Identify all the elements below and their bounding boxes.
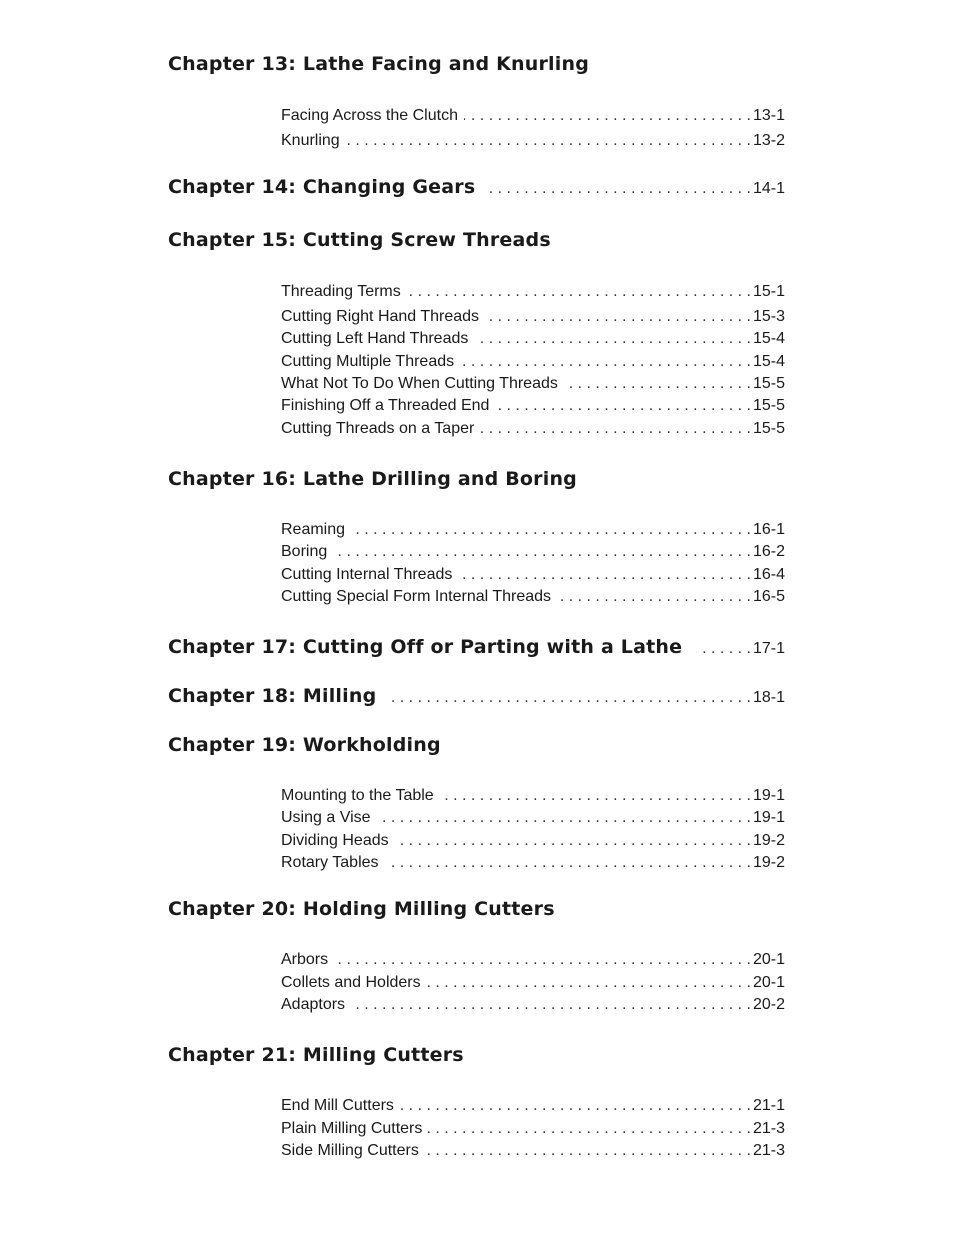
toc-entry-page: 21-1 [752,1097,785,1114]
leader-dots [346,131,751,151]
toc-entry[interactable] [281,1096,785,1116]
chapter-18-row[interactable] [168,684,785,708]
leader-dots [428,1119,751,1139]
toc-entry-page: 15-3 [752,308,785,325]
leader-dots [334,950,751,970]
toc-entry-label: Cutting Left Hand Threads [281,330,469,347]
toc-entry-label: Facing Across the Clutch [281,107,458,124]
leader-dots [458,565,751,585]
leader-dots [425,1141,751,1161]
chapter-page: 14-1 [752,180,785,197]
chapter-20-heading: Chapter 20: Holding Milling Cutters [168,898,555,920]
toc-entry[interactable] [281,352,785,372]
toc-entry-page: 20-2 [752,996,785,1013]
toc-entry-page: 16-5 [752,588,785,605]
chapter-page: 18-1 [752,689,785,706]
leader-dots [564,374,751,394]
leader-dots [464,106,751,126]
leader-dots [377,808,751,828]
toc-entry[interactable] [281,973,785,993]
toc-entry-label: Cutting Internal Threads [281,566,453,583]
toc-entry[interactable] [281,542,785,562]
toc-entry-label: Finishing Off a Threaded End [281,397,490,414]
toc-entry[interactable] [281,587,785,607]
leader-dots [400,1096,751,1116]
toc-entry-page: 13-1 [752,107,785,124]
leader-dots [351,995,751,1015]
chapter-19-heading: Chapter 19: Workholding [168,734,441,756]
leader-dots [440,786,751,806]
toc-entry[interactable] [281,853,785,873]
toc-entry-page: 15-5 [752,397,785,414]
toc-entry-label: Collets and Holders [281,974,421,991]
toc-entry[interactable] [281,307,785,327]
toc-entry-page: 20-1 [752,974,785,991]
toc-entry[interactable] [281,374,785,394]
leader-dots [487,180,751,198]
toc-entry-page: 16-4 [752,566,785,583]
toc-entry[interactable] [281,396,785,416]
toc-entry-page: 13-2 [752,132,785,149]
toc-entry-label: Using a Vise [281,809,371,826]
toc-entry[interactable] [281,282,785,302]
toc-entry-page: 16-1 [752,521,785,538]
toc-entry-label: Boring [281,543,328,560]
leader-dots [696,640,751,658]
leader-dots [351,520,751,540]
toc-entry-page: 15-5 [752,375,785,392]
toc-entry[interactable] [281,419,785,439]
toc-entry-page: 20-1 [752,951,785,968]
leader-dots [390,689,751,707]
toc-entry-page: 19-2 [752,832,785,849]
toc-entry-label: Cutting Right Hand Threads [281,308,480,325]
chapter-18-heading: Chapter 18: Milling [168,685,377,707]
toc-entry-label: Arbors [281,951,329,968]
toc-entry-page: 19-1 [752,809,785,826]
toc-entry[interactable] [281,520,785,540]
chapter-14-row[interactable] [168,175,785,199]
toc-entry-label: What Not To Do When Cutting Threads [281,375,558,392]
toc-entry-page: 21-3 [752,1120,785,1137]
chapter-page: 17-1 [752,640,785,657]
toc-entry-label: Knurling [281,132,340,149]
toc-entry[interactable] [281,808,785,828]
toc-entry-label: End Mill Cutters [281,1097,394,1114]
chapter-21-heading: Chapter 21: Milling Cutters [168,1044,464,1066]
toc-entry-page: 15-1 [752,283,785,300]
chapter-16-heading: Chapter 16: Lathe Drilling and Boring [168,468,577,490]
toc-entry-label: Cutting Special Form Internal Threads [281,588,552,605]
toc-entry-page: 16-2 [752,543,785,560]
toc-entry-label: Cutting Multiple Threads [281,353,455,370]
leader-dots [480,419,751,439]
toc-entry-label: Rotary Tables [281,854,379,871]
chapter-17-row[interactable] [168,635,785,659]
toc-entry-label: Adaptors [281,996,346,1013]
leader-dots [557,587,751,607]
toc-entry[interactable] [281,950,785,970]
toc-entry[interactable] [281,565,785,585]
leader-dots [427,973,751,993]
toc-entry[interactable] [281,995,785,1015]
toc-entry-label: Cutting Threads on a Taper [281,420,475,437]
toc-entry-label: Threading Terms [281,283,401,300]
toc-entry-page: 15-4 [752,330,785,347]
leader-dots [407,282,751,302]
leader-dots [495,396,751,416]
toc-entry[interactable] [281,831,785,851]
leader-dots [460,352,751,372]
leader-dots [385,853,751,873]
leader-dots [333,542,751,562]
chapter-13-heading: Chapter 13: Lathe Facing and Knurling [168,53,590,75]
toc-entry-label: Side Milling Cutters [281,1142,419,1159]
toc-entry[interactable] [281,329,785,349]
chapter-14-heading: Chapter 14: Changing Gears [168,176,476,198]
toc-entry-page: 15-5 [752,420,785,437]
toc-entry-page: 21-3 [752,1142,785,1159]
chapter-17-heading: Chapter 17: Cutting Off or Parting with a Lathe [168,636,683,658]
toc-entry[interactable] [281,1119,785,1139]
leader-dots [395,831,751,851]
toc-entry-label: Reaming [281,521,346,538]
leader-dots [474,329,751,349]
toc-entry[interactable] [281,131,785,151]
toc-entry-page: 19-2 [752,854,785,871]
leader-dots [485,307,751,327]
chapter-15-heading: Chapter 15: Cutting Screw Threads [168,229,551,251]
toc-entry-label: Mounting to the Table [281,787,434,804]
toc-entry-label: Dividing Heads [281,832,389,849]
toc-entry[interactable] [281,1141,785,1161]
toc-entry-page: 19-1 [752,787,785,804]
toc-entry-label: Plain Milling Cutters [281,1120,423,1137]
toc-entry[interactable] [281,786,785,806]
toc-entry[interactable] [281,106,785,126]
toc-entry-page: 15-4 [752,353,785,370]
